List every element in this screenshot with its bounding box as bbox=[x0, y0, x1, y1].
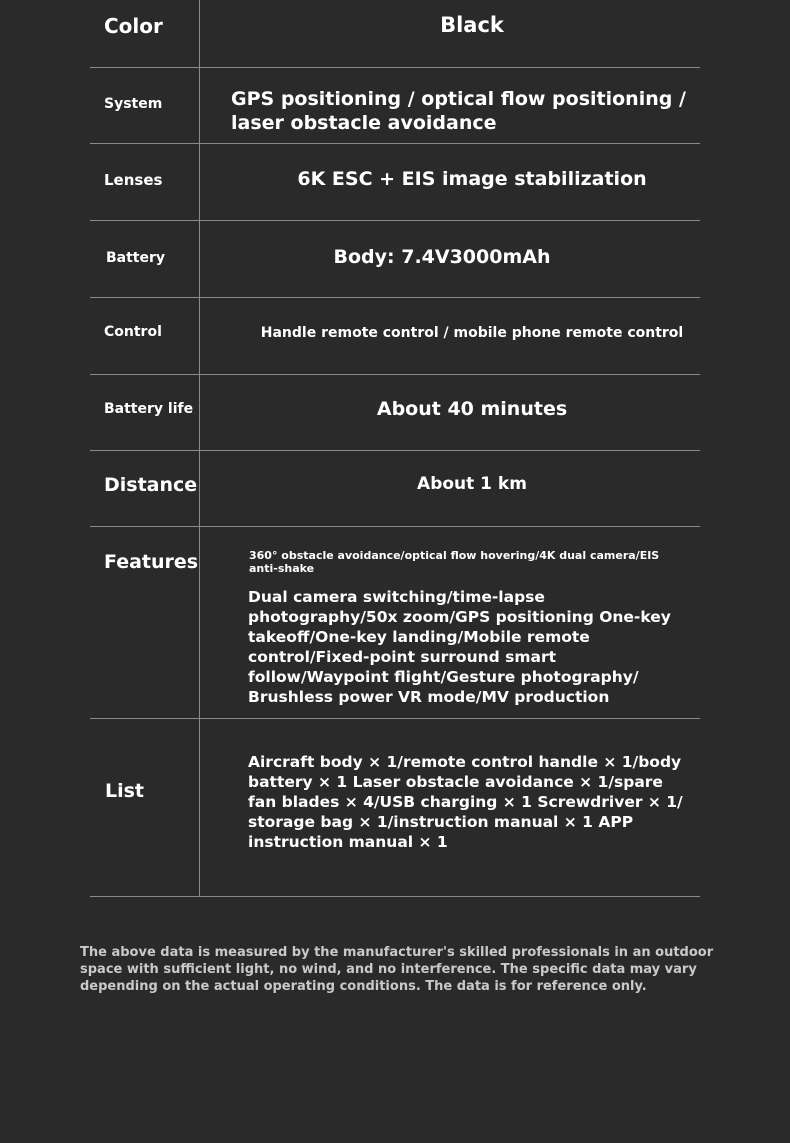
spec-value-battery-life: About 40 minutes bbox=[376, 398, 568, 420]
spec-row-distance bbox=[90, 451, 700, 527]
spec-value-control: Handle remote control / mobile phone remote control bbox=[260, 325, 684, 341]
spec-label-lenses: Lenses bbox=[104, 171, 163, 189]
spec-label-color: Color bbox=[104, 14, 163, 38]
spec-value-system: GPS positioning / optical flow positioning / laser obstacle avoidance bbox=[231, 88, 686, 134]
spec-row-control bbox=[90, 298, 700, 375]
spec-value-features: Dual camera switching/time-lapse photography/50x zoom/GPS positioning One-key takeoff/One-key landing/Mobile remote control/Fixed-point surround smart follow/Waypoint flight/Gesture photography/ Brushless power VR mode/MV production bbox=[248, 588, 671, 706]
spec-row-lenses bbox=[90, 144, 700, 221]
spec-value-distance: About 1 km bbox=[417, 474, 527, 494]
spec-value-battery: Body: 7.4V3000mAh bbox=[333, 246, 551, 268]
spec-label-battery-life: Battery life bbox=[104, 401, 194, 417]
spec-row-system bbox=[90, 68, 700, 144]
spec-label-distance: Distance bbox=[104, 474, 198, 496]
disclaimer-footnote: The above data is measured by the manufacturer's skilled professionals in an outdoor space with sufficient light, no wind, and no interference. The specific data may vary depending on the actual operating conditions. The data is for reference only. bbox=[80, 945, 714, 994]
spec-table bbox=[90, 0, 700, 897]
spec-label-battery: Battery bbox=[106, 250, 166, 266]
spec-value-features-note: 360° obstacle avoidance/optical flow hovering/4K dual camera/EIS anti-shake bbox=[249, 549, 660, 575]
spec-label-features: Features bbox=[104, 551, 199, 573]
spec-row-list bbox=[90, 719, 700, 897]
spec-label-list: List bbox=[105, 780, 145, 802]
spec-row-color bbox=[90, 0, 700, 68]
spec-value-lenses: 6K ESC + EIS image stabilization bbox=[297, 168, 647, 190]
spec-row-battery bbox=[90, 221, 700, 298]
spec-label-control: Control bbox=[104, 324, 162, 340]
spec-value-list: Aircraft body × 1/remote control handle × 1/body battery × 1 Laser obstacle avoidance × 1/spare fan blades × 4/USB charging × 1 Screwdriver × 1/ storage bag × 1/instruction manual × 1 APP instruction manual × 1 bbox=[248, 753, 683, 851]
spec-label-system: System bbox=[104, 96, 163, 112]
spec-row-battery-life bbox=[90, 375, 700, 451]
spec-value-color: Black bbox=[440, 13, 504, 37]
spec-row-features bbox=[90, 527, 700, 719]
